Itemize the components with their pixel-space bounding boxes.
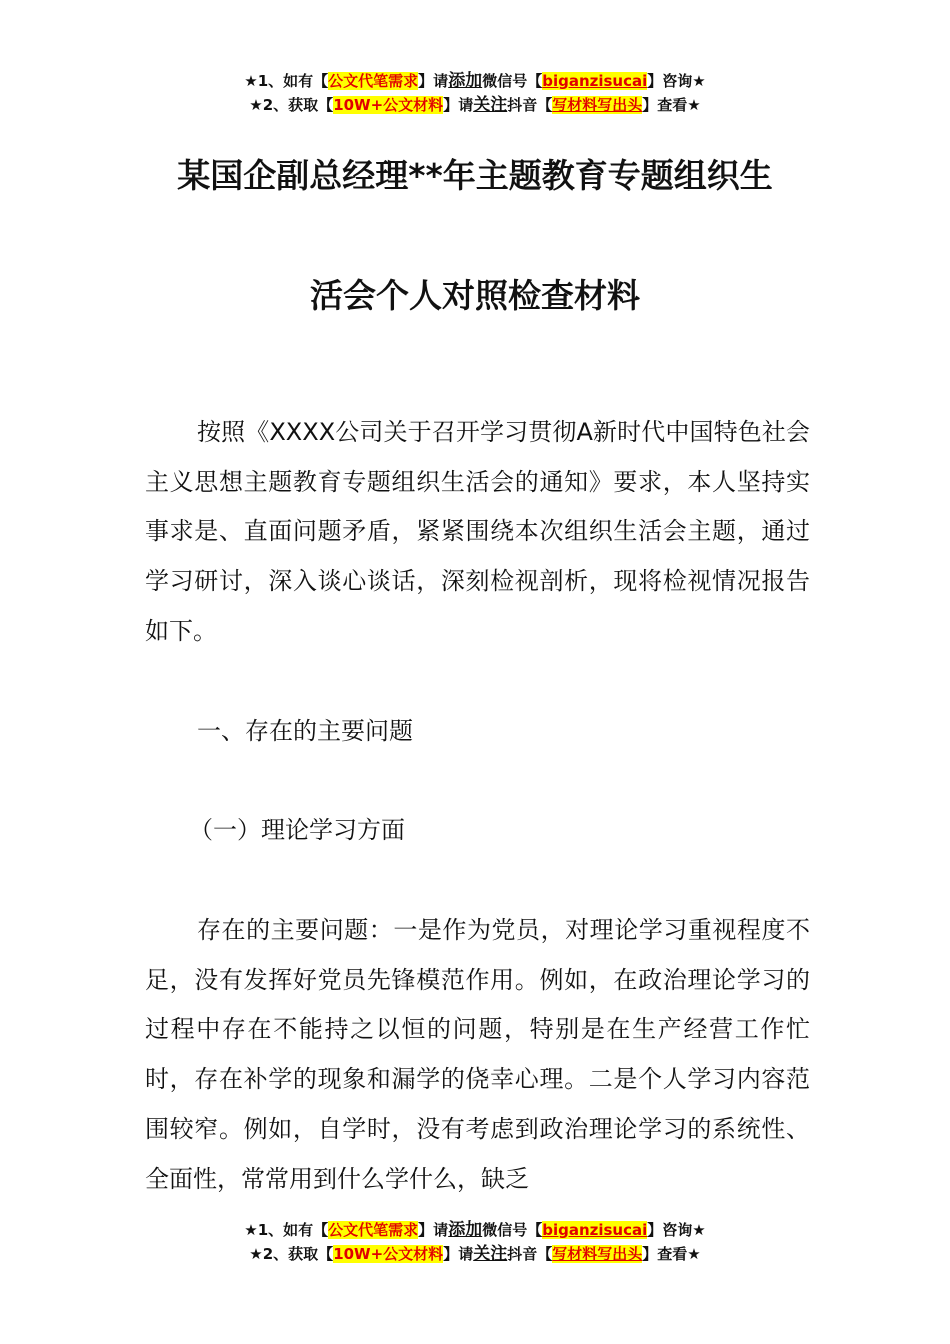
ad-text: 】请 — [443, 96, 474, 114]
ad-text: ★2、获取【 — [249, 1245, 334, 1263]
ad-douyin-id: 写材料写出头 — [552, 96, 643, 114]
ad-wechat-id: biganzisucai — [542, 72, 648, 90]
ad-text: 微信号【 — [482, 72, 543, 90]
ad-text: ★2、获取【 — [249, 96, 334, 114]
ad-text: 】请 — [418, 72, 449, 90]
ad-text: 微信号【 — [482, 1221, 543, 1239]
intro-paragraph: 按照《XXXX公司关于召开学习贯彻A新时代中国特色社会主义思想主题教育专题组织生活会的通知》要求，本人坚持实事求是、直面问题矛盾，紧紧围绕本次组织生活会主题，通过学习研讨，深入谈心谈话，深刻检视剖析，现将检视情况报告如下。 — [145, 418, 810, 645]
ad-text: 抖音【 — [507, 1245, 553, 1263]
ad-banner-top — [0, 69, 950, 117]
ad-wechat-id: biganzisucai — [542, 1221, 648, 1239]
ad-douyin-id: 写材料写出头 — [552, 1245, 643, 1263]
ad-line-2 — [0, 1242, 950, 1266]
ad-banner-bottom — [0, 1218, 950, 1266]
ad-line-1 — [0, 69, 950, 93]
ad-text: 】请 — [418, 1221, 449, 1239]
title-line-2: 活会个人对照检查材料 — [310, 276, 640, 315]
ad-text: 】查看★ — [642, 96, 701, 114]
title-line-1: 某国企副总经理**年主题教育专题组织生 — [177, 156, 773, 195]
ad-emphasis: 关注 — [473, 1244, 508, 1264]
subsection-heading: （一）理论学习方面 — [189, 816, 405, 844]
ad-text: 】咨询★ — [647, 1221, 706, 1239]
ad-line-2 — [0, 93, 950, 117]
ad-text: 】咨询★ — [647, 72, 706, 90]
section-heading: 一、存在的主要问题 — [197, 717, 413, 745]
ad-text: 抖音【 — [507, 96, 553, 114]
ad-line-1 — [0, 1218, 950, 1242]
ad-emphasis: 添加 — [448, 1220, 483, 1240]
ad-highlight: 10W+公文材料 — [333, 96, 444, 114]
ad-text: 】请 — [443, 1245, 474, 1263]
ad-text: 】查看★ — [642, 1245, 701, 1263]
ad-text: ★1、如有【 — [244, 72, 329, 90]
ad-emphasis: 添加 — [448, 71, 483, 91]
ad-highlight: 公文代笔需求 — [328, 1221, 419, 1239]
body-paragraph: 存在的主要问题：一是作为党员，对理论学习重视程度不足，没有发挥好党员先锋模范作用。例如，在政治理论学习的过程中存在不能持之以恒的问题，特别是在生产经营工作忙时，存在补学的现象和漏学的侥幸心理。二是个人学习内容范围较窄。例如，自学时，没有考虑到政治理论学习的系统性、全面性，常常用到什么学什么，缺乏 — [145, 916, 810, 1193]
ad-emphasis: 关注 — [473, 95, 508, 115]
ad-text: ★1、如有【 — [244, 1221, 329, 1239]
ad-highlight: 10W+公文材料 — [333, 1245, 444, 1263]
ad-highlight: 公文代笔需求 — [328, 72, 419, 90]
